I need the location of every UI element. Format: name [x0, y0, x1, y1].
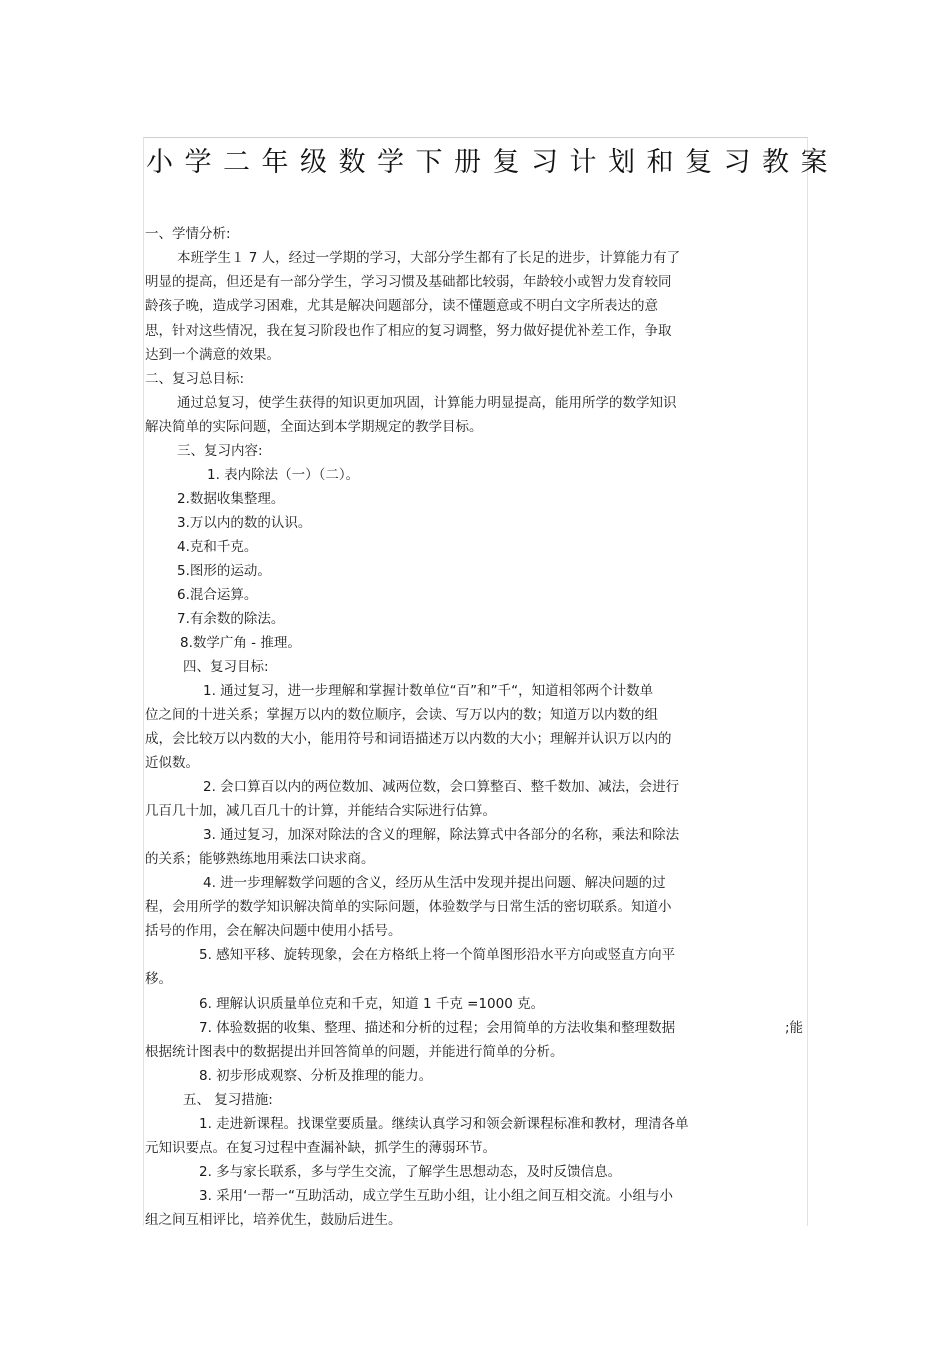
paragraph-line: 8. 初步形成观察、分析及推理的能力。: [199, 1068, 433, 1084]
list-item: 4.克和千克。: [177, 539, 258, 555]
paragraph-line: 几百几十加，减几百几十的计算，并能结合实际进行估算。: [145, 803, 496, 819]
paragraph-line: 解决简单的实际问题，全面达到本学期规定的教学目标。: [145, 419, 483, 435]
paragraph-line: 龄孩子晚，造成学习困难，尤其是解决问题部分，读不懂题意或不明白文字所表达的意: [145, 298, 658, 314]
paragraph-line: 的关系；能够熟练地用乘法口诀求商。: [145, 851, 375, 867]
paragraph-line: 组之间互相评比，培养优生，鼓励后进生。: [145, 1212, 402, 1228]
paragraph-line: 括号的作用，会在解决问题中使用小括号。: [145, 923, 402, 939]
paragraph-line: 1. 走进新课程。找课堂要质量。继续认真学习和领会新课程标准和教材，理清各单: [199, 1116, 689, 1132]
paragraph-line: 成，会比较万以内数的大小，能用符号和词语描述万以内数的大小；理解并认识万以内的: [145, 731, 672, 747]
list-item: 2.数据收集整理。: [177, 491, 285, 507]
paragraph-line: 通过总复习，使学生获得的知识更加巩固，计算能力明显提高，能用所学的数学知识: [177, 395, 677, 411]
paragraph-line: 4. 进一步理解数学问题的含义，经历从生活中发现并提出问题、解决问题的过: [203, 875, 666, 891]
paragraph-line: 移。: [145, 971, 172, 987]
section-heading: 二、复习总目标:: [145, 371, 245, 387]
paragraph-line: 思，针对这些情况，我在复习阶段也作了相应的复习调整，努力做好提优补差工作，争取: [145, 323, 672, 339]
paragraph-line: 明显的提高，但还是有一部分学生，学习习惯及基础都比较弱，年龄较小或智力发育较同: [145, 274, 672, 290]
list-item: 5.图形的运动。: [177, 563, 271, 579]
list-item: 8.数学广角 - 推理。: [180, 635, 301, 651]
paragraph-line: 3. 通过复习，加深对除法的含义的理解，除法算式中各部分的名称，乘法和除法: [203, 827, 680, 843]
list-item: 7.有余数的除法。: [177, 611, 285, 627]
paragraph-line: 元知识要点。在复习过程中查漏补缺，抓学生的薄弱环节。: [145, 1140, 496, 1156]
document-title: 小学二年级数学下册复习计划和复习教案: [146, 147, 839, 178]
paragraph-line: 本班学生１ 7 人，经过一学期的学习，大部分学生都有了长足的进步，计算能力有了: [177, 250, 681, 266]
paragraph-line: 达到一个满意的效果。: [145, 347, 280, 363]
list-item: 6.混合运算。: [177, 587, 258, 603]
paragraph-line: 程，会用所学的数学知识解决简单的实际问题，体验数学与日常生活的密切联系。知道小: [145, 899, 672, 915]
section-heading: 一、学情分析:: [145, 226, 231, 242]
paragraph-line-tail: ;能: [785, 1020, 804, 1036]
paragraph-line: 2. 会口算百以内的两位数加、减两位数，会口算整百、整千数加、减法，会进行: [203, 779, 680, 795]
paragraph-line: 根据统计图表中的数据提出并回答简单的问题，并能进行简单的分析。: [145, 1044, 564, 1060]
section-heading: 四、复习目标:: [183, 659, 269, 675]
paragraph-line: 2. 多与家长联系，多与学生交流，了解学生思想动态，及时反馈信息。: [199, 1164, 622, 1180]
paragraph-line: 5. 感知平移、旋转现象，会在方格纸上将一个简单图形沿水平方向或竖直方向平: [199, 947, 676, 963]
paragraph-line: 近似数。: [145, 755, 199, 771]
list-item: 3.万以内的数的认识。: [177, 515, 312, 531]
paragraph-line: 7. 体验数据的收集、整理、描述和分析的过程；会用简单的方法收集和整理数据: [199, 1020, 676, 1036]
paragraph-line: 6. 理解认识质量单位克和千克，知道 1 千克 =1000 克。: [199, 996, 545, 1012]
list-item: 1. 表内除法（一）（二）。: [207, 467, 360, 483]
paragraph-line: 3. 采用‘一帮一“互助活动，成立学生互助小组，让小组之间互相交流。小组与小: [199, 1188, 673, 1204]
section-heading: 三、复习内容:: [177, 443, 263, 459]
paragraph-line: 1. 通过复习，进一步理解和掌握计数单位“百”和”千“，知道相邻两个计数单: [203, 683, 654, 699]
section-heading: 五、 复习措施:: [183, 1092, 273, 1108]
paragraph-line: 位之间的十进关系；掌握万以内的数位顺序，会读、写万以内的数；知道万以内数的组: [145, 707, 658, 723]
